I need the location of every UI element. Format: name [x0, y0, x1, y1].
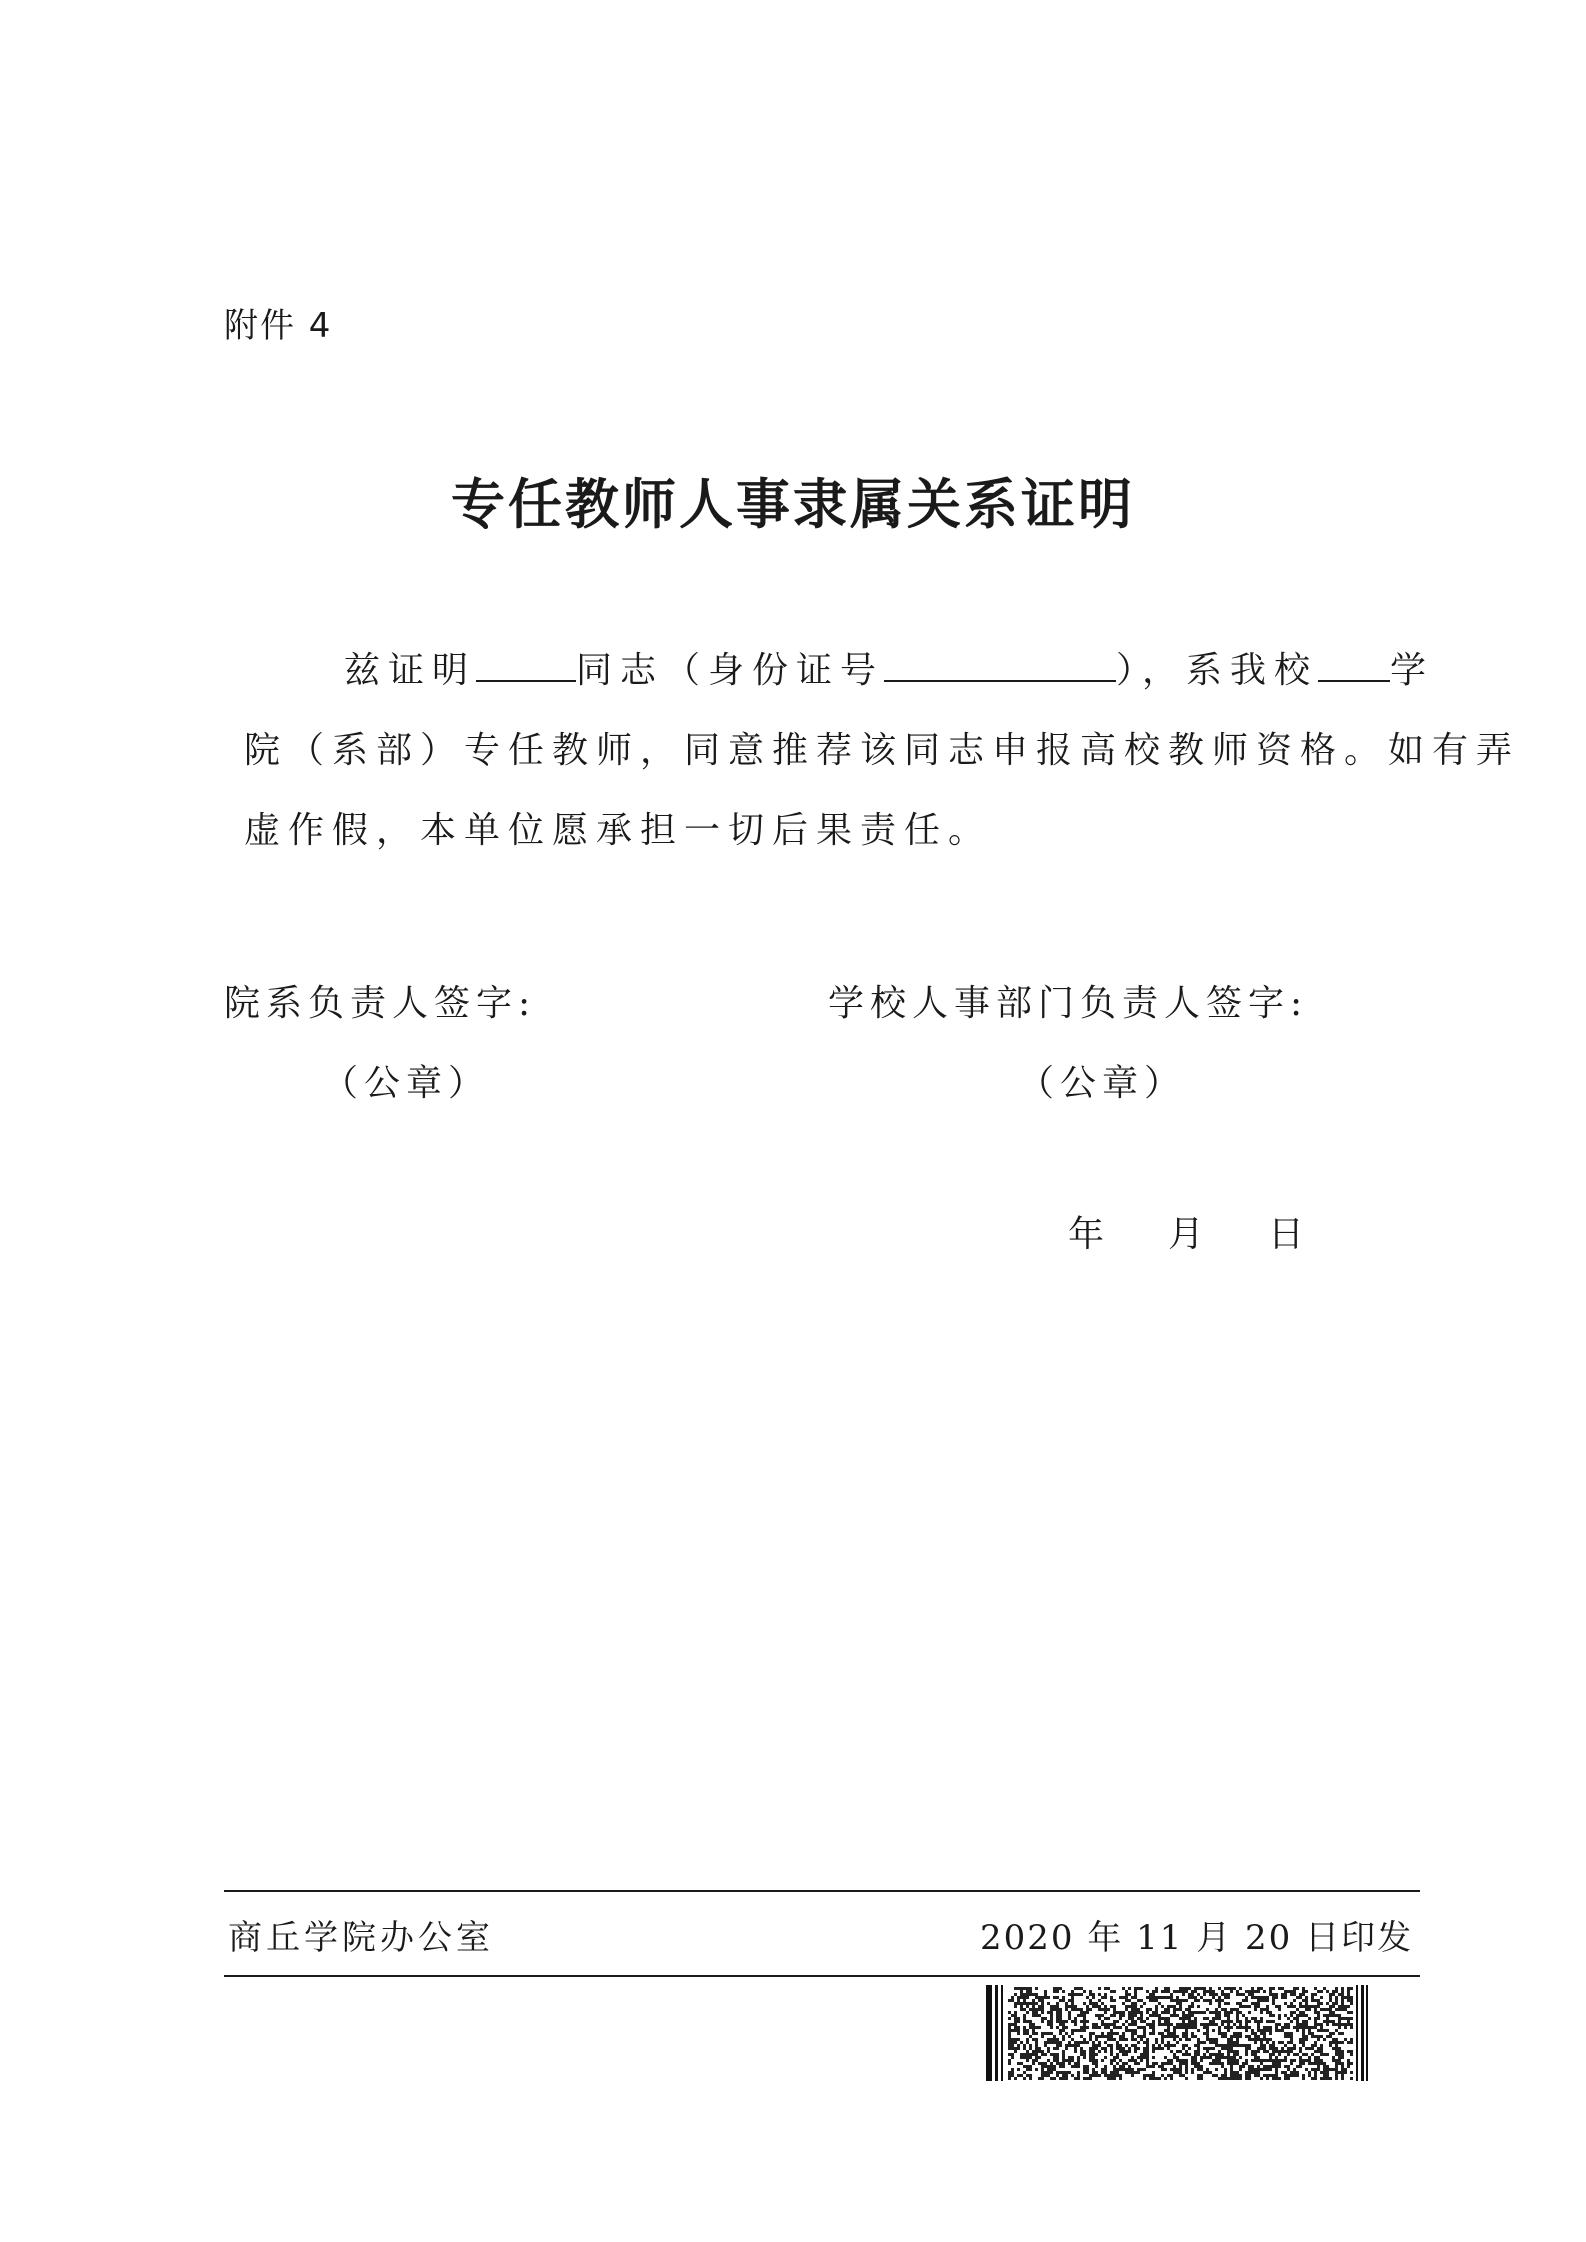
text-our-school: ），系我校: [1116, 650, 1319, 691]
paragraph-line-3: 虚作假，本单位愿承担一切后果责任。: [244, 810, 993, 851]
date-month: 月: [1168, 1214, 1205, 1255]
college-blank[interactable]: [1318, 644, 1390, 682]
footer-rule-bottom: [224, 1975, 1420, 1977]
department-seal-label: （公章）: [322, 1063, 491, 1104]
text-certify: 兹证明: [344, 650, 477, 691]
hr-seal-label: （公章）: [1018, 1063, 1187, 1104]
document-title: 专任教师人事隶属关系证明: [451, 472, 1135, 536]
date-year: 年: [1068, 1214, 1105, 1255]
date-row: [1068, 1206, 1304, 1257]
document-barcode: [986, 1985, 1368, 2081]
attachment-label: 附件 4: [224, 306, 333, 346]
name-blank[interactable]: [476, 644, 576, 682]
footer-rule-top: [224, 1890, 1420, 1892]
paragraph-line-2: 院（系部）专任教师，同意推荐该同志申报高校教师资格。如有弄: [244, 730, 1521, 771]
paragraph-line-1: [344, 642, 1504, 693]
date-day: 日: [1268, 1214, 1305, 1255]
department-head-signature-label: 院系负责人签字:: [224, 983, 537, 1024]
hr-head-signature-label: 学校人事部门负责人签字:: [828, 983, 1309, 1024]
text-comrade-id: 同志（身份证号: [576, 650, 885, 691]
issue-date: 2020 年 11 月 20 日印发: [980, 1918, 1414, 1958]
id-number-blank[interactable]: [884, 644, 1116, 682]
issuer-office: 商丘学院办公室: [228, 1918, 494, 1958]
text-xue: 学: [1390, 650, 1435, 691]
